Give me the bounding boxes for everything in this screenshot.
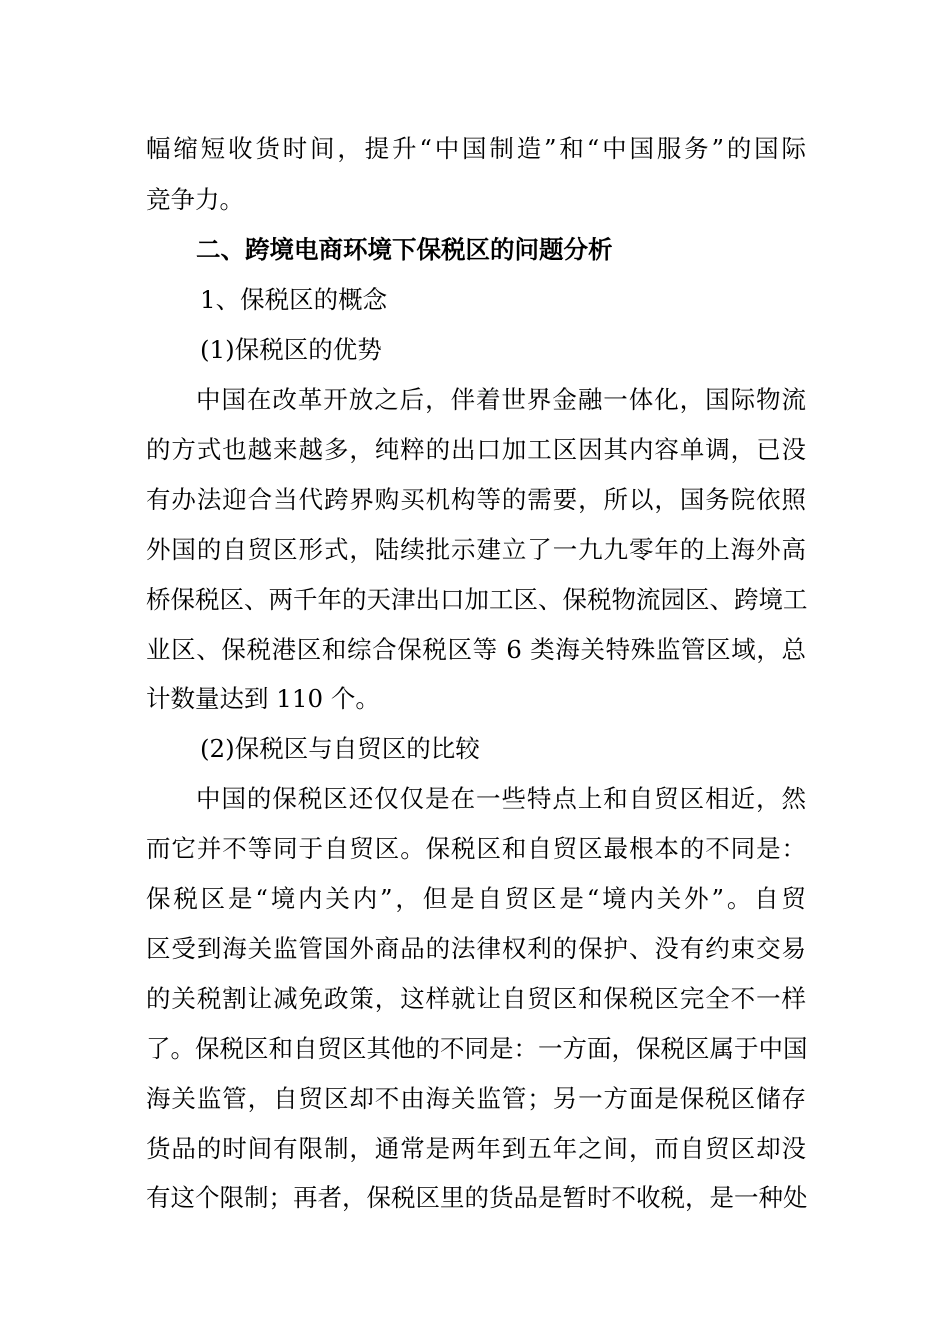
paragraph-line: 区受到海关监管国外商品的法律权利的保护、没有约束交易 <box>146 934 806 963</box>
paragraph-line: 中国的保税区还仅仅是在一些特点上和自贸区相近，然 <box>196 784 806 813</box>
section-heading: 二、跨境电商环境下保税区的问题分析 <box>196 235 613 264</box>
subsubsection-heading: (1)保税区的优势 <box>200 335 382 364</box>
paragraph-line: 外国的自贸区形式，陆续批示建立了一九九零年的上海外高 <box>146 535 806 564</box>
paragraph-line: 幅缩短收货时间，提升“中国制造”和“中国服务”的国际 <box>146 134 806 163</box>
paragraph-line: 而它并不等同于自贸区。保税区和自贸区最根本的不同是： <box>146 834 806 863</box>
paragraph-line: 业区、保税港区和综合保税区等 6 类海关特殊监管区域，总 <box>146 635 806 664</box>
paragraph-line: 的方式也越来越多，纯粹的出口加工区因其内容单调，已没 <box>146 435 806 464</box>
paragraph-line: 有办法迎合当代跨界购买机构等的需要，所以，国务院依照 <box>146 485 806 514</box>
paragraph-line: 货品的时间有限制，通常是两年到五年之间，而自贸区却没 <box>146 1134 806 1163</box>
subsubsection-heading: (2)保税区与自贸区的比较 <box>200 734 480 763</box>
paragraph-line: 海关监管，自贸区却不由海关监管；另一方面是保税区储存 <box>146 1084 806 1113</box>
paragraph-line: 桥保税区、两千年的天津出口加工区、保税物流园区、跨境工 <box>146 585 808 614</box>
subsection-heading: 1、保税区的概念 <box>200 285 388 314</box>
paragraph-line: 保税区是“境内关内”，但是自贸区是“境内关外”。自贸 <box>146 884 806 913</box>
paragraph-line: 有这个限制；再者，保税区里的货品是暂时不收税，是一种处 <box>146 1183 808 1212</box>
paragraph-line: 中国在改革开放之后，伴着世界金融一体化，国际物流 <box>196 385 806 414</box>
paragraph-line: 竞争力。 <box>146 185 244 214</box>
paragraph-line: 了。保税区和自贸区其他的不同是：一方面，保税区属于中国 <box>146 1034 808 1063</box>
paragraph-line: 计数量达到 110 个。 <box>146 684 380 713</box>
paragraph-line: 的关税割让减免政策，这样就让自贸区和保税区完全不一样 <box>146 984 806 1013</box>
